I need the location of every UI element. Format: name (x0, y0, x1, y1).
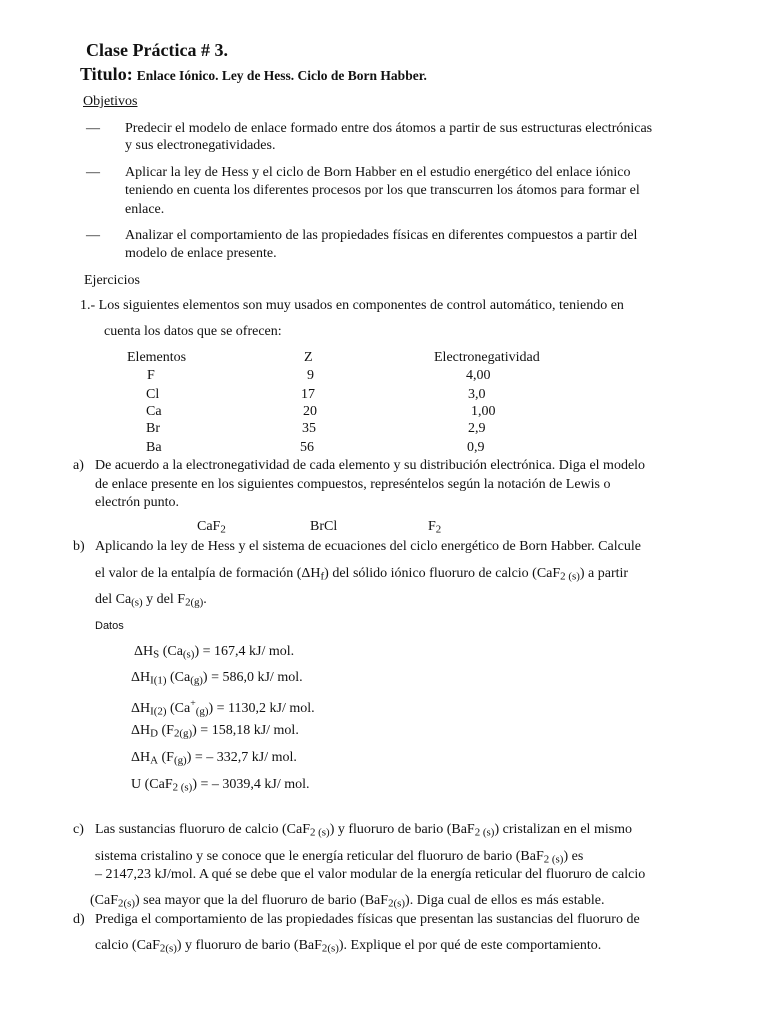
part-d-line-2: calcio (CaF$_{2(s)}$) y fluoruro de bario (BaF$_{2(s)}$). Explique el por qué de este comportamiento. (95, 938, 602, 955)
part-b-label: b) (73, 539, 85, 554)
titulo-text: Enlace Iónico. Ley de Hess. Ciclo de Born Habber. (136, 68, 427, 83)
table-cell: Ca (146, 404, 162, 419)
question-1-line-1: 1.- Los siguientes elementos son muy usados en componentes de control automático, teniendo en (80, 298, 624, 313)
objective-1-line-1: Predecir el modelo de enlace formado entre dos átomos a partir de sus estructuras electrónicas (125, 121, 653, 136)
data-line: U (CaF$_{2 (s)}$) = – 3039,4 kJ/ mol. (131, 777, 310, 794)
objective-1-line-2: y sus electronegatividades. (125, 138, 276, 153)
data-line: $\Delta H_{I(1)}$ $(Ca_{(g)}) = 586,0$ kJ/ mol. (131, 670, 303, 687)
ejercicios-heading: Ejercicios (84, 273, 140, 288)
part-c-line-3: – 2147,23 kJ/mol. A qué se debe que el valor modular de la energía reticular del fluoruro de calcio (95, 867, 646, 882)
page-title: Clase Práctica # 3. (86, 40, 228, 60)
part-c-line-4: (CaF$_{2(s)}$) sea mayor que la del fluoruro de bario (BaF$_{2(s)}$). Diga cual de ellos es más estable. (90, 893, 605, 910)
objective-2-line-2: teniendo en cuenta los diferentes procesos por los que transcurren los átomos para formar el (125, 183, 640, 198)
table-header-electronegatividad: Electronegatividad (434, 350, 540, 365)
part-d-label: d) (73, 912, 85, 927)
table-cell: 4,00 (466, 368, 491, 383)
part-a-line-3: electrón punto. (95, 495, 179, 510)
part-b-line-1: Aplicando la ley de Hess y el sistema de ecuaciones del ciclo energético de Born Habber. Calcule (95, 539, 641, 554)
table-cell: 0,9 (467, 440, 485, 455)
part-b-line-2: el valor de la entalpía de formación $(\Delta H_f)$ del sólido iónico fluoruro de calcio (CaF$_{2 (s)}$) a partir (95, 566, 629, 583)
objetivos-heading: Objetivos (83, 94, 138, 109)
datos-label: Datos (95, 620, 124, 632)
part-d-line-1: Prediga el comportamiento de las propiedades físicas que presentan las sustancias del fluoruro de (95, 912, 640, 927)
titulo-label: Titulo: (80, 64, 133, 84)
data-line: $\Delta H_S$ $(Ca_{(s)}) = 167,4$ kJ/ mol. (134, 644, 295, 661)
data-line: $\Delta H_A$ $(F_{(g)})$ = – 332,7 kJ/ mol. (131, 750, 297, 767)
table-cell: 9 (307, 368, 314, 383)
objective-2-line-3: enlace. (125, 202, 165, 217)
subtitle (80, 64, 427, 85)
table-cell: F (147, 368, 155, 383)
part-c-label: c) (73, 822, 84, 837)
objective-bullet: — (86, 121, 100, 136)
table-header-z: Z (304, 350, 313, 365)
table-cell: 1,00 (471, 404, 496, 419)
table-cell: 2,9 (468, 421, 486, 436)
compound-brcl: BrCl (310, 519, 338, 534)
part-c-line-2: sistema cristalino y se conoce que le energía reticular del fluoruro de bario (BaF$_{2 (s)}$) es (95, 849, 584, 866)
objective-3-line-2: modelo de enlace presente. (125, 246, 277, 261)
part-b-line-3: del $Ca_{(s)}$ y del $F_{2(g)}$. (95, 592, 207, 609)
table-cell: 17 (301, 387, 315, 402)
objective-3-line-1: Analizar el comportamiento de las propiedades físicas en diferentes compuestos a partir del (125, 228, 638, 243)
table-header-elementos: Elementos (127, 350, 187, 365)
objective-bullet: — (86, 165, 100, 180)
compound-caf2: CaF$_2$ (197, 519, 226, 536)
objective-bullet: — (86, 228, 100, 243)
table-cell: 3,0 (468, 387, 486, 402)
data-line: $\Delta H_D$ $(F_{2(g)}) = 158,18$ kJ/ mol. (131, 723, 299, 740)
table-cell: Br (146, 421, 160, 436)
question-1-line-2: cuenta los datos que se ofrecen: (104, 324, 282, 339)
table-cell: Cl (146, 387, 160, 402)
table-cell: Ba (146, 440, 162, 455)
table-cell: 35 (302, 421, 316, 436)
table-cell: 56 (300, 440, 314, 455)
part-a-line-2: de enlace presente en los siguientes compuestos, represéntelos según la notación de Lewis o (95, 477, 611, 492)
part-a-line-1: De acuerdo a la electronegatividad de cada elemento y su distribución electrónica. Diga el modelo (95, 458, 646, 473)
table-cell: 20 (303, 404, 317, 419)
data-line: $\Delta H_{I(2)}$ $(Ca^+_{(g)}) = 1130,2$ kJ/ mol. (131, 698, 315, 718)
part-c-line-1: Las sustancias fluoruro de calcio (CaF$_{2 (s)}$) y fluoruro de bario (BaF$_{2 (s)}$) cristalizan en el mismo (95, 822, 633, 839)
part-a-label: a) (73, 458, 84, 473)
compound-f2: $F_2$ (428, 519, 442, 536)
objective-2-line-1: Aplicar la ley de Hess y el ciclo de Born Habber en el estudio energético del enlace iónico (125, 165, 631, 180)
